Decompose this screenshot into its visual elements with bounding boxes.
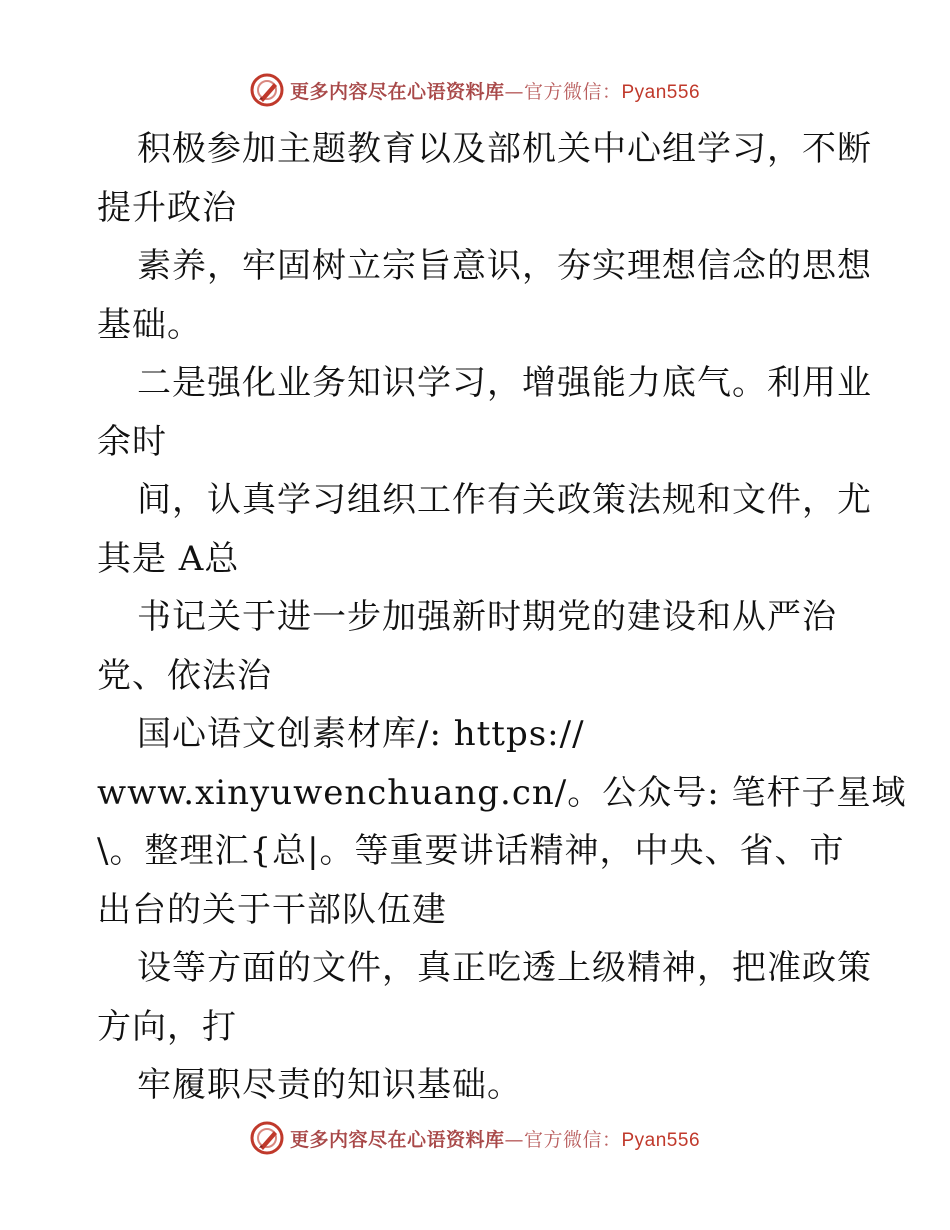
text-line: 余时 — [97, 421, 167, 462]
text-line: 设等方面的文件，真正吃透上级精神，把准政策 — [137, 948, 872, 988]
text-line: 党、依法治 — [97, 655, 272, 696]
text-line: 间，认真学习组织工作有关政策法规和文件，尤 — [137, 480, 872, 520]
text-line: 国心语文创素材库/: https:// — [137, 714, 585, 754]
pen-logo-icon — [250, 73, 284, 107]
text-line: 素养，牢固树立宗旨意识，夯实理想信念的思想 — [137, 246, 872, 286]
text-line: \。整理汇{总|。等重要讲话精神，中央、省、市 — [97, 831, 845, 871]
text-line: 出台的关于干部队伍建 — [97, 889, 447, 930]
text-line: 提升政治 — [97, 187, 237, 228]
text-line: 方向，打 — [97, 1006, 237, 1047]
footer-watermark-banner — [0, 1120, 950, 1156]
text-line: 积极参加主题教育以及部机关中心组学习，不断 — [137, 129, 872, 169]
text-line: 其是 A总 — [97, 538, 240, 579]
header-watermark-banner — [0, 72, 950, 108]
pen-logo-icon — [250, 1121, 284, 1155]
banner-text: 更多内容尽在心语资料库—官方微信：Pyan556 — [289, 1128, 701, 1151]
text-line: 基础。 — [97, 304, 202, 345]
document-body — [97, 120, 907, 1115]
text-line: 牢履职尽责的知识基础。 — [137, 1065, 522, 1105]
text-line: 二是强化业务知识学习，增强能力底气。利用业 — [137, 363, 872, 403]
text-line: 书记关于进一步加强新时期党的建设和从严治 — [137, 597, 837, 637]
text-line: www.xinyuwenchuang.cn/。公众号: 笔杆子星域 — [97, 772, 907, 813]
banner-text: 更多内容尽在心语资料库—官方微信：Pyan556 — [289, 80, 701, 103]
